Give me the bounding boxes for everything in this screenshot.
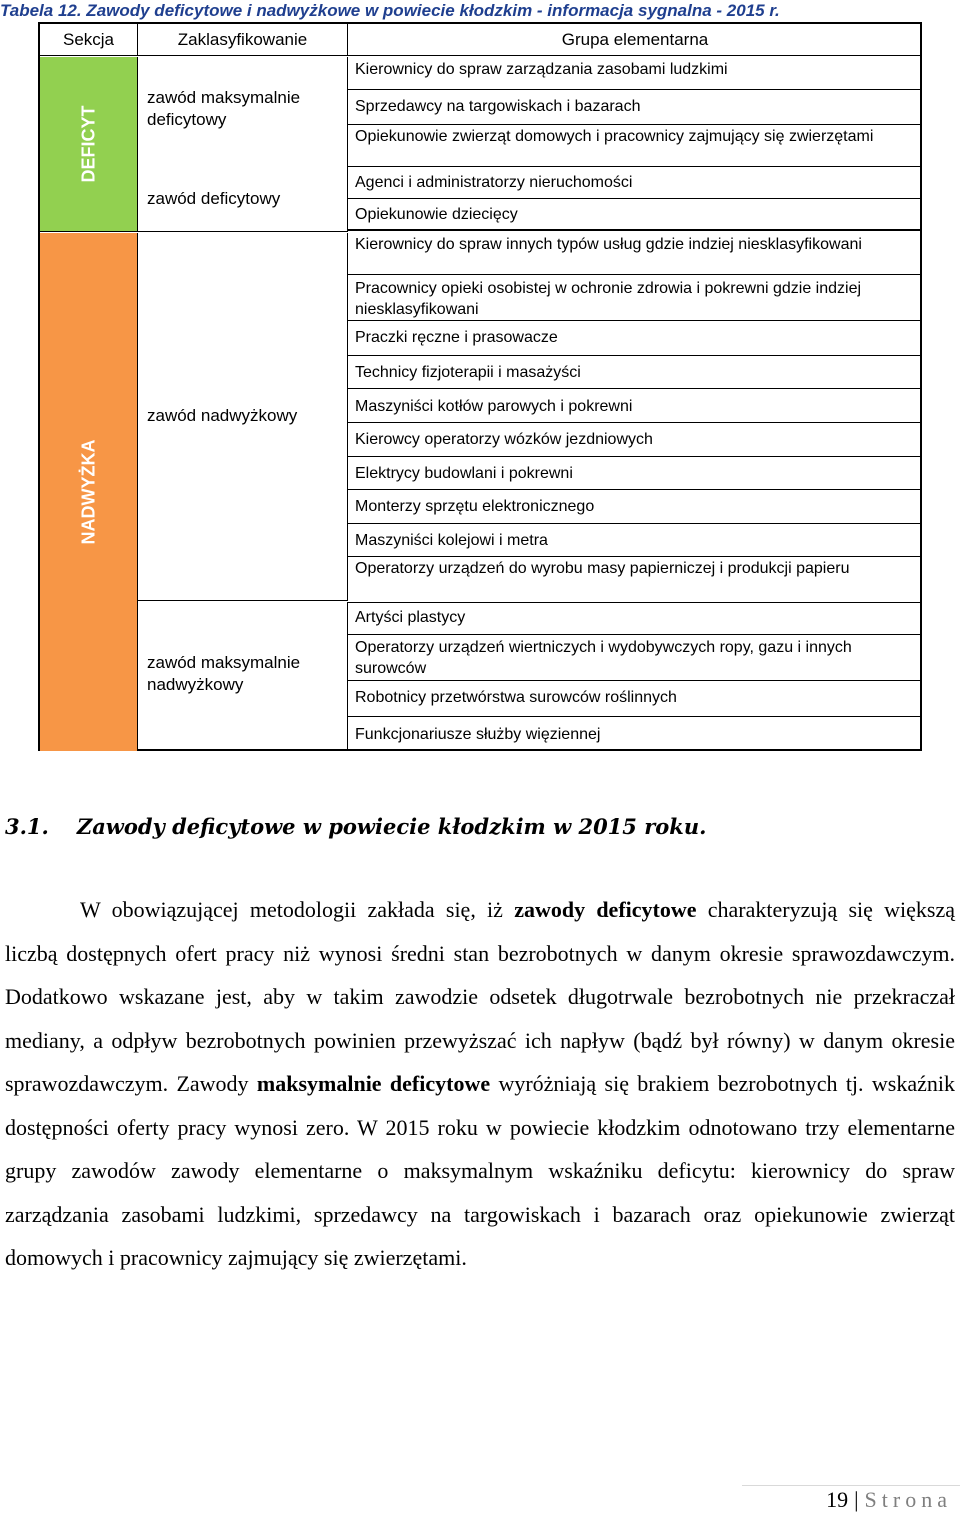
classification-max-surplus: zawód maksymalnie nadwyżkowy [147, 653, 301, 694]
occupations-table [38, 22, 922, 751]
section-surplus-label: NADWYŻKA [78, 439, 98, 545]
table-row: Robotnicy przetwórstwa surowców roślinnych [348, 681, 922, 717]
classification-surplus-cell [138, 233, 348, 601]
page-number: 19 [826, 1487, 849, 1512]
section-title: Zawody deficytowe w powiecie kłodzkim w 2015 roku. [76, 814, 707, 839]
table-row: Praczki ręczne i prasowacze [348, 321, 922, 356]
table-row: Operatorzy urządzeń wiertniczych i wydobywczych ropy, gazu i innych surowców [348, 635, 922, 681]
table-row: Monterzy sprzętu elektronicznego [348, 490, 922, 524]
table-row: Elektrycy budowlani i pokrewni [348, 457, 922, 490]
classification-surplus: zawód nadwyżkowy [147, 406, 298, 425]
table-row: Artyści plastycy [348, 603, 922, 635]
table-row: Opiekunowie zwierząt domowych i pracownicy zajmujący się zwierzętami [348, 125, 922, 167]
table-row: Kierownicy do spraw zarządzania zasobami ludzkimi [348, 57, 922, 90]
table-row: Pracownicy opieki osobistej w ochronie zdrowia i pokrewni gdzie indziej niesklasyfikowani [348, 275, 922, 321]
section-deficit-label: DEFICYT [78, 105, 98, 183]
paragraph-text-2: charakteryzują się większą liczbą dostępnych ofert pracy niż wynosi średni stan bezrobotnych w danym okresie sprawozdawczym. Dodatkowo wskazane jest, aby w takim zawodzie odsetek długotrwale bezrobotnych nie przekraczał mediany, a odpływ bezrobotnych powinien przewyższać ich napływ (bądź był równy) w danym okresie sprawozdawczym. Zawody [5, 897, 955, 1096]
table-row: Kierownicy do spraw innych typów usług gdzie indziej niesklasyfikowani [348, 232, 922, 275]
classification-deficit: zawód deficytowy [147, 189, 281, 208]
paragraph-text-3: wyróżniają się brakiem bezrobotnych tj. wskaźnik dostępności oferty pracy wynosi zero. W 2015 roku w powiecie kłodzkim odnotowano trzy elementarne grupy zawodów zawody elementarne o maksymalnym wskaźniku deficytu: kierownicy do spraw zarządzania zasobami ludzkimi, sprzedawcy na targowiskach i bazarach oraz opiekunowie zwierząt domowych i pracownicy zajmujący się zwierzętami. [5, 1071, 955, 1270]
table-row: Technicy fizjoterapii i masażyści [348, 356, 922, 389]
classification-max-surplus-cell [138, 602, 348, 751]
table-row: Maszyniści kolejowi i metra [348, 524, 922, 557]
header-grupa-elementarna: Grupa elementarna [348, 24, 922, 56]
classification-deficit-cell [138, 57, 348, 232]
paragraph-text-1: W obowiązującej metodologii zakłada się, iż [80, 897, 515, 922]
section-number: 3.1. [5, 814, 49, 839]
table-row: Funkcjonariusze służby więziennej [355, 726, 601, 743]
footer-label: Strona [864, 1487, 952, 1512]
footer-divider [742, 1485, 960, 1486]
table-row: Agenci i administratorzy nieruchomości [348, 167, 922, 199]
paragraph-bold-2: maksymalnie deficytowe [256, 1071, 491, 1096]
table-row: Kierowcy operatorzy wózków jezdniowych [348, 423, 922, 457]
table-caption: Tabela 12. Zawody deficytowe i nadwyżkowe w powiecie kłodzkim - informacja sygnalna - 2015 r. [0, 1, 780, 20]
table-row: Sprzedawcy na targowiskach i bazarach [348, 90, 922, 125]
footer-separator: | [854, 1487, 859, 1512]
table-row: Operatorzy urządzeń do wyrobu masy papierniczej i produkcji papieru [348, 557, 922, 603]
paragraph-bold-1: zawody deficytowe [514, 897, 697, 922]
header-zaklasyfikowanie: Zaklasyfikowanie [138, 24, 348, 56]
header-sekcja: Sekcja [40, 24, 138, 56]
section-deficit-cell [40, 57, 138, 232]
classification-max-deficit: zawód maksymalnie deficytowy [147, 88, 301, 129]
section-heading [5, 814, 706, 839]
body-paragraph [5, 888, 955, 1280]
page-footer [826, 1487, 952, 1513]
section-surplus-cell [40, 233, 138, 751]
table-row: Maszyniści kotłów parowych i pokrewni [348, 389, 922, 423]
table-row: Opiekunowie dziecięcy [348, 199, 922, 231]
